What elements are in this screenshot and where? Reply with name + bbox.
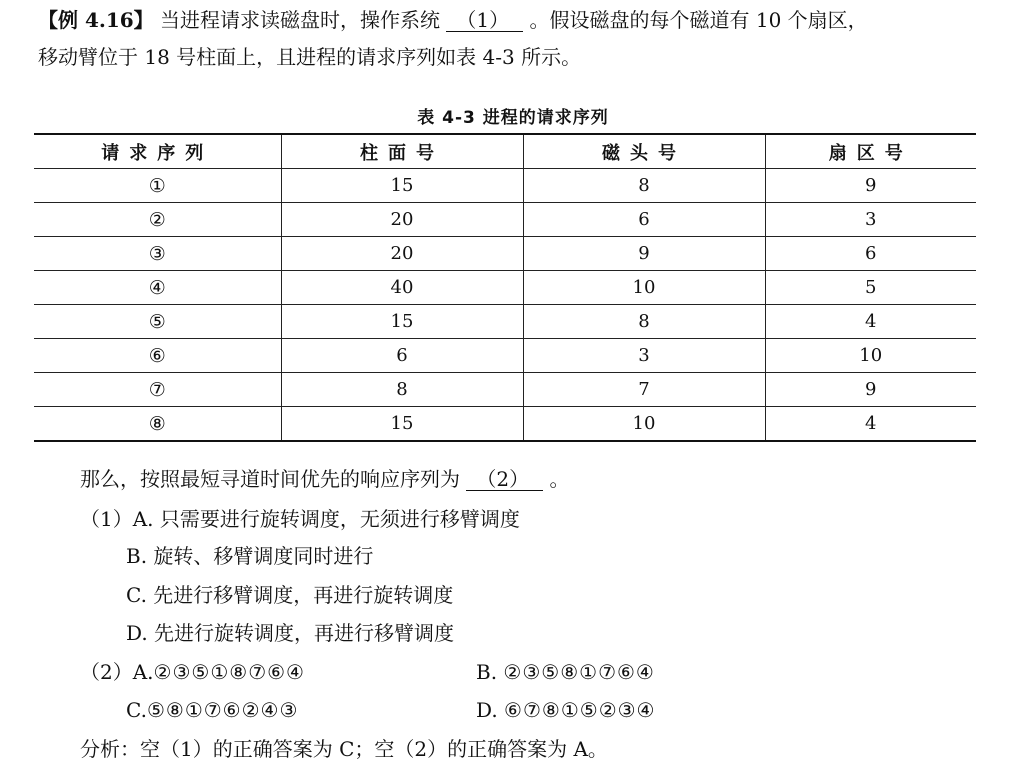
- options-1-prefix: （1）: [80, 507, 133, 531]
- option-1d: D. 先进行旋转调度，再进行移臂调度: [126, 621, 455, 645]
- question-2-end: 。: [549, 467, 570, 491]
- table-row: [34, 407, 976, 442]
- cell-head: 10: [523, 271, 765, 305]
- cell-head: 8: [523, 169, 765, 203]
- cell-cylinder: 6: [281, 339, 523, 373]
- cell-sector: 4: [765, 407, 976, 442]
- cell-sector: 10: [765, 339, 976, 373]
- table-row: [34, 169, 976, 203]
- table-caption: 表 4-3 进程的请求序列: [417, 108, 609, 128]
- option-2a-sequence: ②③⑤①⑧⑦⑥④: [153, 660, 305, 684]
- cell-cylinder: 20: [281, 203, 523, 237]
- cell-cylinder: 15: [281, 169, 523, 203]
- cell-seq: ⑦: [34, 373, 281, 407]
- option-2c-label: C.: [126, 698, 147, 722]
- blank-2: （2）: [466, 468, 543, 491]
- cell-sector: 9: [765, 373, 976, 407]
- header-head: 磁头号: [523, 134, 765, 169]
- question-2-text: 那么，按照最短寻道时间优先的响应序列为: [80, 467, 460, 491]
- option-2d-line: [476, 697, 655, 723]
- header-request-sequence: 请求序列: [34, 134, 281, 169]
- option-2c-line: [126, 697, 298, 723]
- header-cylinder: 柱面号: [281, 134, 523, 169]
- cell-seq: ①: [34, 169, 281, 203]
- option-2a-label: A.: [132, 660, 154, 684]
- table-row: [34, 373, 976, 407]
- cell-cylinder: 15: [281, 407, 523, 442]
- table-header-row: [34, 134, 976, 169]
- intro-text-before-blank: 当进程请求读磁盘时，操作系统: [160, 8, 441, 32]
- cell-cylinder: 15: [281, 305, 523, 339]
- cell-cylinder: 40: [281, 271, 523, 305]
- cell-head: 6: [523, 203, 765, 237]
- cell-seq: ②: [34, 203, 281, 237]
- table-row: [34, 339, 976, 373]
- table-row: [34, 203, 976, 237]
- header-sector: 扇区号: [765, 134, 976, 169]
- cell-seq: ⑧: [34, 407, 281, 442]
- table-row: [34, 305, 976, 339]
- table-row: [34, 237, 976, 271]
- cell-head: 8: [523, 305, 765, 339]
- option-2b-label: B.: [476, 660, 498, 684]
- table-row: [34, 271, 976, 305]
- cell-head: 7: [523, 373, 765, 407]
- option-1a: A. 只需要进行旋转调度，无须进行移臂调度: [132, 507, 520, 531]
- option-1b: B. 旋转、移臂调度同时进行: [126, 544, 374, 568]
- cell-seq: ④: [34, 271, 281, 305]
- cell-sector: 9: [765, 169, 976, 203]
- question-2-line: [80, 466, 569, 492]
- cell-seq: ③: [34, 237, 281, 271]
- cell-head: 9: [523, 237, 765, 271]
- option-1c: C. 先进行移臂调度，再进行旋转调度: [126, 583, 454, 607]
- option-2b-line: [476, 659, 655, 685]
- option-2c-sequence: ⑤⑧①⑦⑥②④③: [146, 698, 299, 722]
- cell-cylinder: 20: [281, 237, 523, 271]
- cell-sector: 6: [765, 237, 976, 271]
- cell-sector: 4: [765, 305, 976, 339]
- cell-head: 10: [523, 407, 765, 442]
- cell-seq: ⑥: [34, 339, 281, 373]
- intro-line-2: 移动臂位于 18 号柱面上，且进程的请求序列如表 4-3 所示。: [38, 45, 582, 69]
- option-2d-label: D.: [476, 698, 498, 722]
- analysis-line: 分析：空（1）的正确答案为 C；空（2）的正确答案为 A。: [80, 737, 608, 761]
- option-2b-sequence: ②③⑤⑧①⑦⑥④: [503, 660, 655, 684]
- cell-cylinder: 8: [281, 373, 523, 407]
- options-2-prefix: （2）: [80, 660, 133, 684]
- option-2d-sequence: ⑥⑦⑧①⑤②③④: [504, 698, 656, 722]
- intro-line-1: [38, 7, 868, 33]
- option-2a-line: [80, 659, 305, 685]
- cell-sector: 3: [765, 203, 976, 237]
- intro-text-after-blank: 。假设磁盘的每个磁道有 10 个扇区，: [529, 8, 868, 32]
- cell-sector: 5: [765, 271, 976, 305]
- example-label: 【例 4.16】: [38, 8, 154, 32]
- cell-head: 3: [523, 339, 765, 373]
- request-sequence-table: [34, 133, 976, 442]
- cell-seq: ⑤: [34, 305, 281, 339]
- blank-1: （1）: [446, 9, 523, 32]
- option-1a-line: [80, 506, 520, 532]
